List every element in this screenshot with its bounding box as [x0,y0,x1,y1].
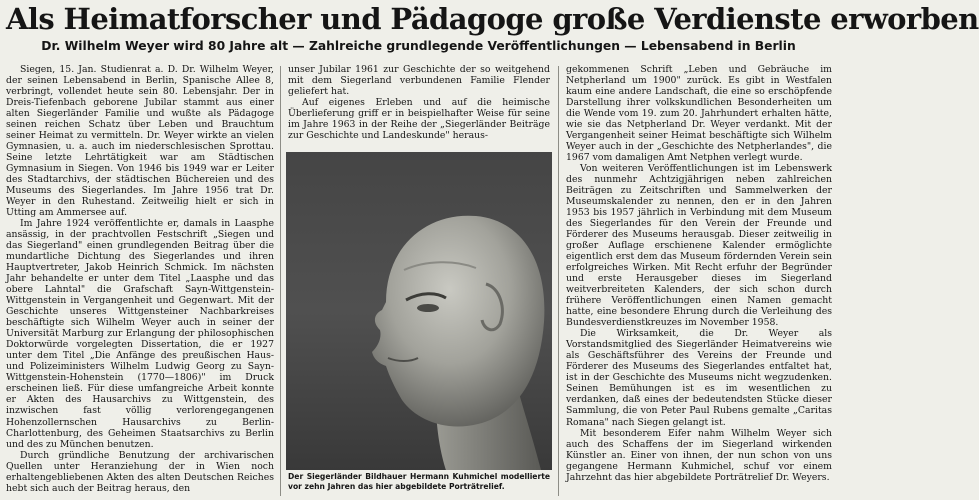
article-paragraph: Siegen, 15. Jan. Studienrat a. D. Dr. Wilhelm Weyer, der seinen Lebensabend in Berlin, Spanische Allee 8, verbringt, vollendet heute sein 80. Lebensjahr. Der in Dreis-Tiefenbach geborene Jubilar stammt aus einer alten Siegerländer Familie und wußte als Pädagoge seinen reichen Schatz über Leben und Brauchtum seiner Heimat zu vermitteln. Dr. Weyer wirkte an vielen Gymnasien, u. a. auch im niederschlesischen Sprottau. Seine letzte Lehrtätigkeit war am Städtischen Gymnasium in Siegen. Von 1946 bis 1949 war er Leiter des Stadtarchivs, der städtischen Büchereien und des Museums des Siegerlandes. Im Jahre 1956 trat Dr. Weyer in den Ruhestand. Zeitweilig hielt er sich in Utting am Ammersee auf. [6,64,274,219]
column-divider [280,66,281,496]
article-paragraph: gekommenen Schrift „Leben und Gebräuche im Netpherland um 1900" zurück. Es gibt in Westfalen kaum eine andere Landschaft, die eine so erschöpfende Darstellung ihrer volkskundlichen Besonderheiten um die Wende vom 19. zum 20. Jahrhundert erhalten hätte, wie sie das Netpherland Dr. Weyer verdankt. Mit der Vergangenheit seiner Heimat beschäftigte sich Wilhelm Weyer auch in der „Geschichte des Netpherlandes", die 1967 vom damaligen Amt Netphen verlegt wurde. [566,64,832,164]
article-column-right [566,64,832,498]
column-divider [558,66,559,496]
article-paragraph: Auf eigenes Erleben und auf die heimische Überlieferung griff er in beispielhafter Weise für seine im Jahre 1963 in der Reihe der „Siegerländer Beiträge zur Geschichte und Landeskunde" heraus- [288,97,550,142]
subheadline: Dr. Wilhelm Weyer wird 80 Jahre alt — Zahlreiche grundlegende Veröffentlichungen — Lebensabend in Berlin [41,39,796,53]
article-paragraph: unser Jubilar 1961 zur Geschichte der so weitgehend mit dem Siegerland verbundenen Familie Flender geliefert hat. [288,64,550,98]
article-paragraph: Mit besonderem Eifer nahm Wilhelm Weyer sich auch des Schaffens der im Siegerland wirkenden Künstler an. Einer von ihnen, der nun schon von uns gegangene Hermann Kuhmichel, schuf vor einem Jahrzehnt das hier abgebildete Porträtrelief Dr. Weyers. [566,427,832,483]
photo-caption: Der Siegerländer Bildhauer Hermann Kuhmichel modellierte vor zehn Jahren das hier abgebildete Porträtrelief. [288,472,550,491]
portrait-relief-photo [286,152,552,470]
article-paragraph: Die Wirksamkeit, die Dr. Weyer als Vorstandsmitglied des Siegerländer Heimatvereins wie als Geschäftsführer des Vereins der Freunde und Förderer des Museums des Siegerlandes entfaltet hat, ist in der Geschichte des Museums nicht wegzudenken. Seinen Bemühungen ist es im wesentlichen zu verdanken, daß eines der bedeutendsten Stücke dieser Sammlung, die von Peter Paul Rubens gemalte „Caritas Romana" nach Siegen gelangt ist. [566,328,832,428]
article-paragraph: Im Jahre 1924 veröffentlichte er, damals in Laasphe ansässig, in der prachtvollen Festschrift „Siegen und das Siegerland" einen grundlegenden Beitrag über die mundartliche Dichtung des Siegerlandes und ihren Hauptvertreter, Jakob Heinrich Schmick. Im nächsten Jahr behandelte er unter dem Titel „Laasphe und das obere Lahntal" die Grafschaft Sayn-Wittgenstein-Wittgenstein in Vergangenheit und Gegenwart. Mit der Geschichte unseres Wittgensteiner Nachbarkreises beschäftigte sich Wilhelm Weyer auch in seiner der Universität Marburg zur Erlangung der philosophischen Doktorwürde vorgelegten Dissertation, die er 1927 unter dem Titel „Die Anfänge des preußischen Haus- und Polizeiministers Wilhelm Ludwig Georg zu Sayn-Wittgenstein-Hohenstein (1770—1806)" im Druck erscheinen ließ. Für diese umfangreiche Arbeit konnte er Akten des Hausarchivs zu Wittgenstein, des inzwischen fast völlig verlorengegangenen Hohenzollernschen Hausarchivs zu Berlin-Charlottenburg, des Geheimen Staatsarchivs zu Berlin und des zu München benutzen. [6,218,274,450]
article-paragraph: Durch gründliche Benutzung der archivarischen Quellen unter Heranziehung der in Wien noch erhaltengebliebenen Akten des alten Deutschen Reiches hebt sich auch der Beitrag heraus, den [6,449,274,494]
article-paragraph: Von weiteren Veröffentlichungen ist im Lebenswerk des nunmehr Achtzigjährigen neben zahlreichen Beiträgen zu Zeitschriften und Sammelwerken der Museumskalender zu nennen, den er in den Jahren 1953 bis 1957 jährlich in Verbindung mit dem Museum des Siegerlandes für den Verein der Freunde und Förderer des Museums herausgab. Dieser zeitweilig in großer Auflage erschienene Kalender ermöglichte eigentlich erst dem das Museum fördernden Verein sein erfolgreiches Wirken. Mit Recht erfuhr der Begründer und erste Herausgeber dieses im Siegerland weitverbreiteten Kalenders, der sich schon durch frühere Veröffentlichungen einen Namen gemacht hatte, eine besondere Ehrung durch die Verleihung des Bundesverdienstkreuzes im November 1958. [566,163,832,329]
article-column-left [6,64,274,498]
headline: Als Heimatforscher und Pädagoge große Verdienste erworben [6,2,979,36]
